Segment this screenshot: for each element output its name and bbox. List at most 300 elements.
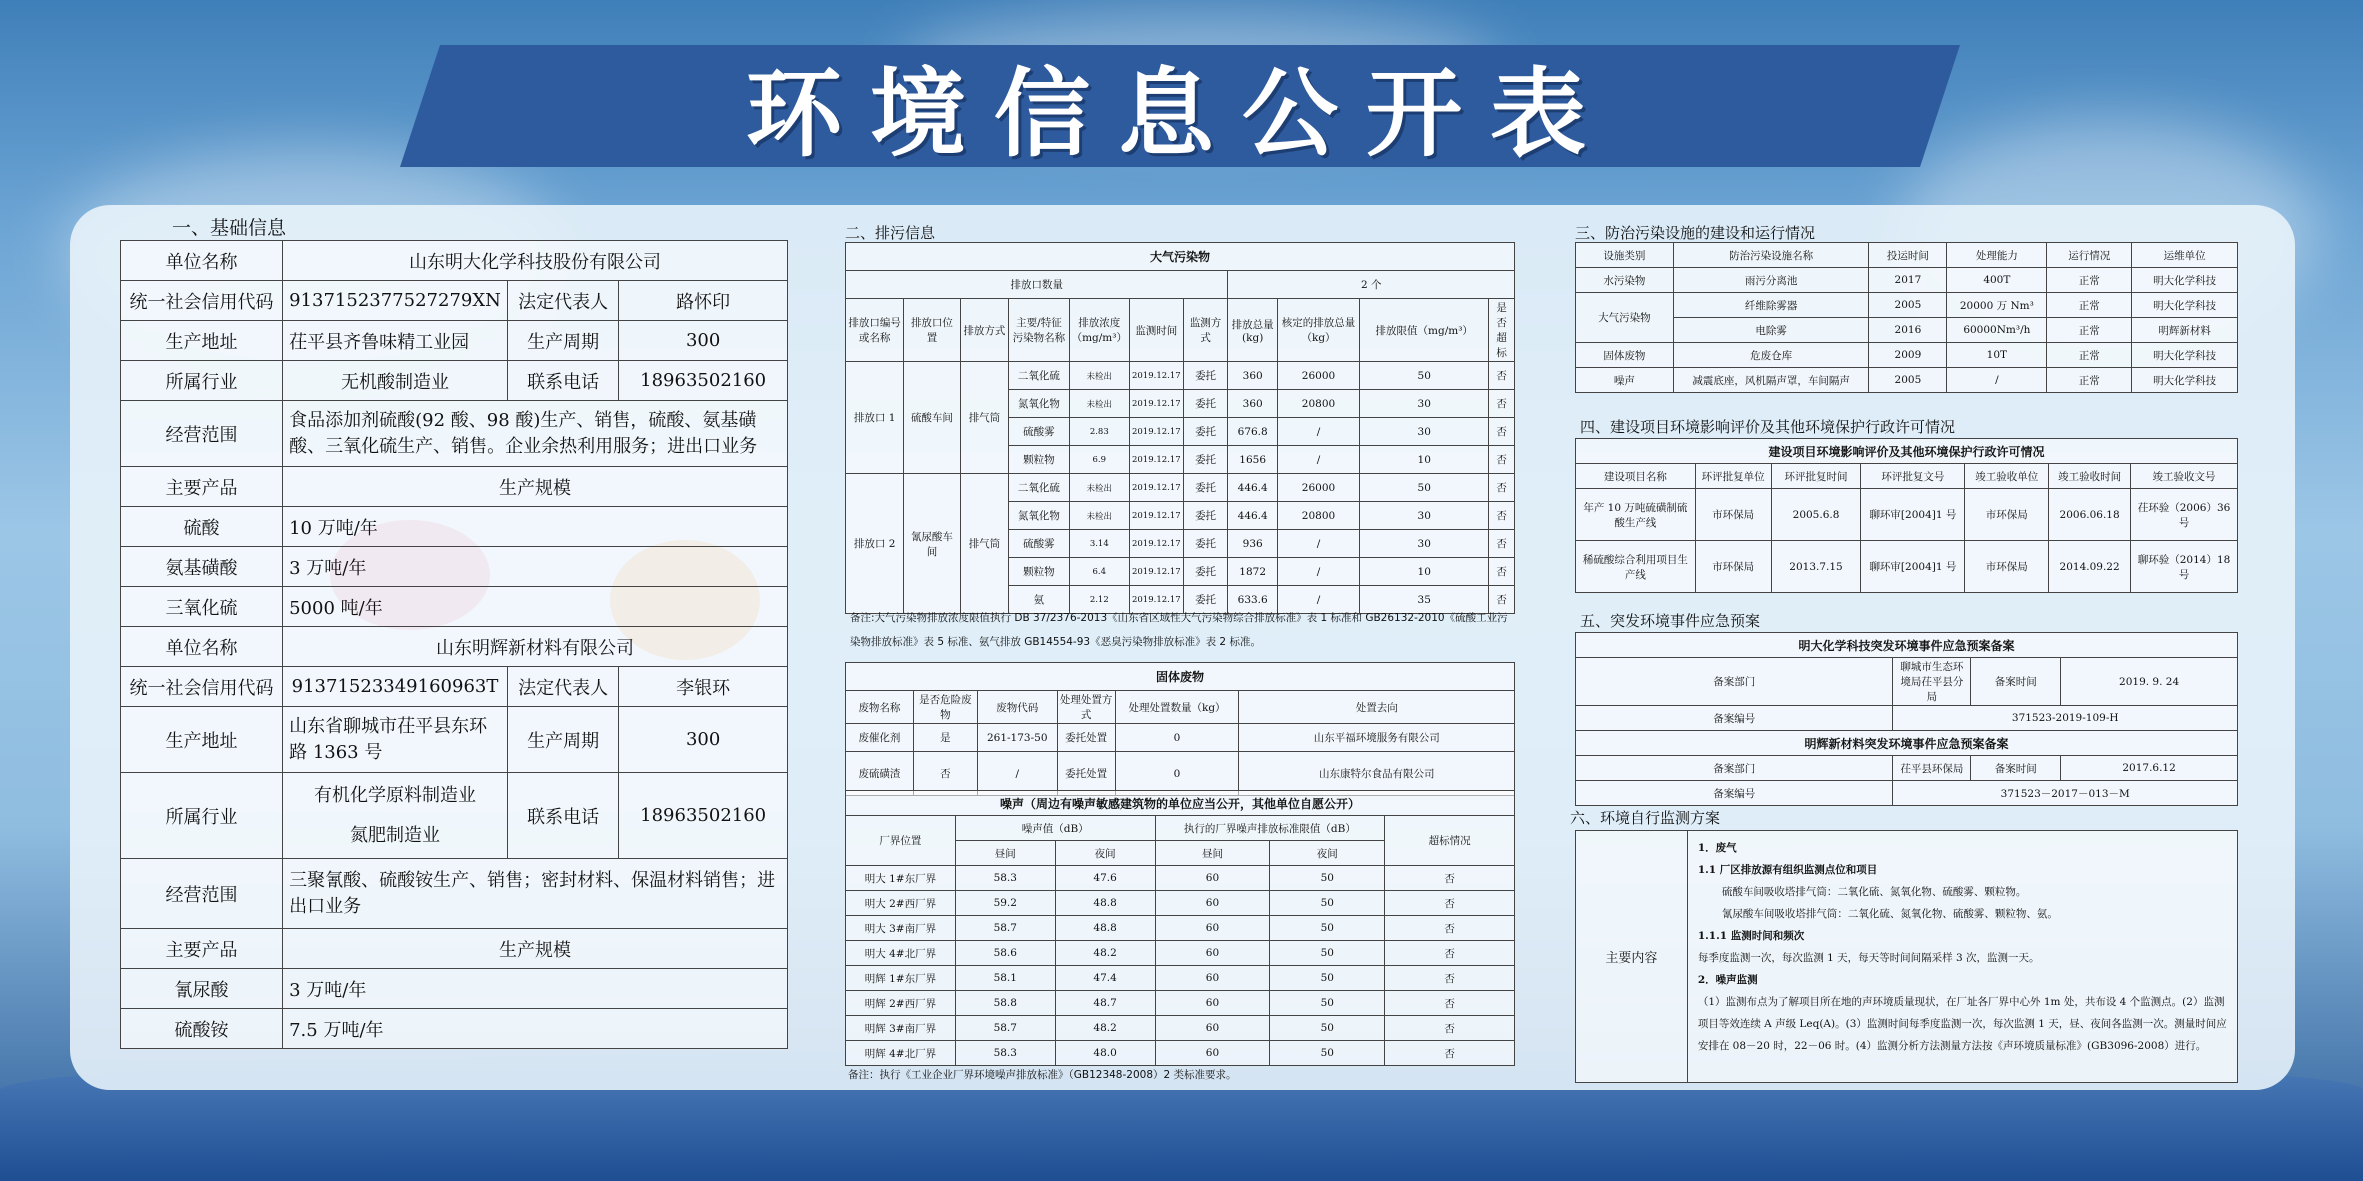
- section-emergency-title: 五、突发环境事件应急预案: [1580, 612, 1761, 630]
- monitoring-line: 氰尿酸车间吸收塔排气筒：二氧化硫、氮氧化物、硫酸雾、颗粒物、氨。: [1721, 908, 2058, 920]
- cell: 58.1: [955, 966, 1055, 991]
- table-row: [121, 667, 788, 707]
- air-note: 备注:大气污染物排放浓度限值执行 DB 37/2376-2013《山东省区域性大气污染物综合排放标准》表 1 标准和 GB26132-2010《硫酸工业污染物排放标准》表 5 标准、氨气排放 GB14554-93《恶臭污染物排放标准》表 2 标准。: [850, 612, 1508, 648]
- cell: 茌平县环保局: [1893, 756, 1971, 781]
- cell: 20800: [1277, 390, 1359, 418]
- cell: 60000Nm³/h: [1947, 318, 2047, 343]
- cell: 60: [1155, 1016, 1270, 1041]
- scope-label: 经营范围: [121, 401, 283, 467]
- col-header: 排放浓度（mg/m³）: [1069, 299, 1129, 362]
- plan-caption: 明辉新材料突发环境事件应急预案备案: [1576, 731, 2238, 756]
- cell: 58.3: [955, 1041, 1055, 1066]
- cell: 颗粒物: [1009, 558, 1069, 586]
- product-scale: 5000 吨/年: [283, 587, 788, 627]
- cell: 371523－2017－013－M: [1893, 781, 2238, 806]
- product-label: 主要产品: [121, 467, 283, 507]
- table-row: [846, 362, 1515, 390]
- air-pollutant-table: [845, 242, 1515, 614]
- credit-code: 9137152377527279XN: [283, 281, 508, 321]
- industry: [283, 773, 508, 859]
- product-scale: 10 万吨/年: [283, 507, 788, 547]
- cell: 备案时间: [1971, 756, 2061, 781]
- cell: 47.4: [1055, 966, 1155, 991]
- col-header: 竣工验收单位: [1965, 464, 2049, 489]
- cell: 明辉 1#东厂界: [846, 966, 956, 991]
- col-header: 排放限值（mg/m³）: [1360, 299, 1489, 362]
- cell: 48.0: [1055, 1041, 1155, 1066]
- phone-label: 联系电话: [507, 361, 618, 401]
- table-row: [1576, 293, 2238, 318]
- industry-line: 氮肥制造业: [350, 824, 441, 846]
- cell: 正常: [2047, 343, 2132, 368]
- cell: /: [1277, 558, 1359, 586]
- cell: 58.7: [955, 1016, 1055, 1041]
- cell: 3.14: [1069, 530, 1129, 558]
- eia-table: [1575, 438, 2238, 593]
- cell: /: [1277, 418, 1359, 446]
- cell: 26000: [1277, 362, 1359, 390]
- table-row: [846, 816, 1515, 841]
- industry-label: 所属行业: [121, 773, 283, 859]
- product-scale: 3 万吨/年: [283, 969, 788, 1009]
- col-header: 监测方式: [1183, 299, 1228, 362]
- table-row: [1576, 268, 2238, 293]
- outlet-method: 排气筒: [960, 474, 1009, 614]
- table-row: [1576, 633, 2238, 658]
- col-header: 处置去向: [1239, 691, 1515, 724]
- cell: 明辉新材料: [2132, 318, 2238, 343]
- cell: 0: [1115, 724, 1239, 752]
- col-header: 环评批复单位: [1695, 464, 1771, 489]
- scope: 食品添加剂硫酸(92 酸、98 酸)生产、销售，硫酸、氨基磺酸、三氧化硫生产、销售。企业余热利用服务；进出口业务: [283, 401, 788, 467]
- cell: 明大 2#西厂界: [846, 891, 956, 916]
- table-row: [121, 321, 788, 361]
- table-row: [121, 507, 788, 547]
- cell: 2019.12.17: [1129, 390, 1183, 418]
- cell: 危废仓库: [1673, 343, 1869, 368]
- monitoring-line: 2．噪声监测: [1697, 974, 1758, 986]
- cell: 备案编号: [1576, 781, 1893, 806]
- outlet-method: 排气筒: [960, 362, 1009, 474]
- product-scale: 7.5 万吨/年: [283, 1009, 788, 1049]
- cell: 0: [1115, 752, 1239, 796]
- credit-code-label: 统一社会信用代码: [121, 667, 283, 707]
- cell: 正常: [2047, 318, 2132, 343]
- product-label: 主要产品: [121, 929, 283, 969]
- col-header: 昼间: [955, 841, 1055, 866]
- cell: 30: [1360, 418, 1489, 446]
- table-row: [1576, 541, 2238, 593]
- outlet-id: 排放口 2: [846, 474, 904, 614]
- cell: 委托: [1183, 558, 1228, 586]
- table-row: [1576, 831, 2238, 1083]
- cell: 58.6: [955, 941, 1055, 966]
- credit-code: 91371523349160963T: [283, 667, 508, 707]
- cell: 否: [1385, 866, 1515, 891]
- table-row: [1576, 343, 2238, 368]
- cell: 委托: [1183, 586, 1228, 614]
- cell: 否: [1489, 418, 1515, 446]
- col-header: 处理处置方式: [1057, 691, 1115, 724]
- table-row: [846, 916, 1515, 941]
- cell: 固体废物: [1576, 343, 1674, 368]
- cell: 2019.12.17: [1129, 530, 1183, 558]
- phone: 18963502160: [619, 773, 788, 859]
- cell: 2006.06.18: [2049, 489, 2131, 541]
- cell: 20800: [1277, 502, 1359, 530]
- cell: 二氧化硫: [1009, 362, 1069, 390]
- table-row: [121, 467, 788, 507]
- air-caption: 大气污染物: [846, 243, 1515, 271]
- table-row: [121, 1009, 788, 1049]
- cell: 委托处置: [1057, 752, 1115, 796]
- cell: /: [1277, 530, 1359, 558]
- table-row: [1576, 706, 2238, 731]
- legal-rep: 路怀印: [619, 281, 788, 321]
- cell: 59.2: [955, 891, 1055, 916]
- section-monitoring-title: 六、环境自行监测方案: [1570, 809, 1721, 827]
- scope: 三聚氰酸、硫酸铵生产、销售；密封材料、保温材料销售；进出口业务: [283, 859, 788, 929]
- cell: 明大化学科技: [2132, 293, 2238, 318]
- plan-caption: 明大化学科技突发环境事件应急预案备案: [1576, 633, 2238, 658]
- industry-label: 所属行业: [121, 361, 283, 401]
- scale-label: 生产规模: [283, 929, 788, 969]
- eia-caption: 建设项目环境影响评价及其他环境保护行政许可情况: [1576, 439, 2238, 464]
- period-label: 生产周期: [507, 707, 618, 773]
- col-header: 运行情况: [2047, 243, 2132, 268]
- cell: 48.2: [1055, 1016, 1155, 1041]
- col-header: 防治污染设施名称: [1673, 243, 1869, 268]
- col-header: 噪声值（dB）: [955, 816, 1155, 841]
- cell: 否: [1385, 1041, 1515, 1066]
- cell: 2.12: [1069, 586, 1129, 614]
- cell: 废催化剂: [846, 724, 914, 752]
- cell: 硫酸雾: [1009, 530, 1069, 558]
- cell: 6.9: [1069, 446, 1129, 474]
- cell: 2019.12.17: [1129, 502, 1183, 530]
- credit-code-label: 统一社会信用代码: [121, 281, 283, 321]
- cell: 聊环验（2014）18 号: [2131, 541, 2238, 593]
- monitoring-table: [1575, 830, 2238, 1083]
- solid-waste-table: [845, 662, 1515, 796]
- col-header: 夜间: [1055, 841, 1155, 866]
- outlet-count: 2 个: [1228, 271, 1515, 299]
- col-header: 竣工验收时间: [2049, 464, 2131, 489]
- col-header: 投运时间: [1869, 243, 1947, 268]
- cell: 30: [1360, 502, 1489, 530]
- cell: 2.83: [1069, 418, 1129, 446]
- cell: 47.6: [1055, 866, 1155, 891]
- address-label: 生产地址: [121, 321, 283, 361]
- product-name: 氰尿酸: [121, 969, 283, 1009]
- cell: 676.8: [1228, 418, 1277, 446]
- cell: 明辉 4#北厂界: [846, 1041, 956, 1066]
- cell: 50: [1270, 991, 1385, 1016]
- cell: 山东平福环境服务有限公司: [1239, 724, 1515, 752]
- cell: 2019. 9. 24: [2061, 658, 2238, 706]
- period-label: 生产周期: [507, 321, 618, 361]
- cell: 明大 1#东厂界: [846, 866, 956, 891]
- col-header: 环评批复文号: [1861, 464, 1965, 489]
- cell: /: [1277, 586, 1359, 614]
- cell: 委托: [1183, 390, 1228, 418]
- cell: 60: [1155, 991, 1270, 1016]
- product-name: 氨基磺酸: [121, 547, 283, 587]
- col-header: 超标情况: [1385, 816, 1515, 866]
- cell: 2019.12.17: [1129, 586, 1183, 614]
- cell: 备案时间: [1971, 658, 2061, 706]
- table-row: [1576, 658, 2238, 706]
- cell: 2005.6.8: [1771, 489, 1861, 541]
- section-eia-title: 四、建设项目环境影响评价及其他环境保护行政许可情况: [1580, 418, 1956, 436]
- cell: 48.8: [1055, 891, 1155, 916]
- cell: 6.4: [1069, 558, 1129, 586]
- col-header: 排放口编号或名称: [846, 299, 904, 362]
- cell: 未检出: [1069, 502, 1129, 530]
- cell: 否: [1489, 502, 1515, 530]
- table-row: [1576, 318, 2238, 343]
- col-header: 夜间: [1270, 841, 1385, 866]
- table-row: [121, 969, 788, 1009]
- product-name: 硫酸铵: [121, 1009, 283, 1049]
- cell: 委托: [1183, 362, 1228, 390]
- noise-table: [845, 790, 1515, 1066]
- table-row: [121, 859, 788, 929]
- col-header: 设施类别: [1576, 243, 1674, 268]
- cell: 二氧化硫: [1009, 474, 1069, 502]
- outlet-id: 排放口 1: [846, 362, 904, 474]
- section-facilities-title: 三、防治污染设施的建设和运行情况: [1575, 224, 1816, 242]
- table-row: [1576, 368, 2238, 393]
- cell: 2009: [1869, 343, 1947, 368]
- cell: 50: [1360, 362, 1489, 390]
- cell: 电除雾: [1673, 318, 1869, 343]
- cell: 10T: [1947, 343, 2047, 368]
- table-row: [1576, 781, 2238, 806]
- cell: 市环保局: [1965, 541, 2049, 593]
- cell: 2016: [1869, 318, 1947, 343]
- cell: 减震底座，风机隔声罩，车间隔声: [1673, 368, 1869, 393]
- cell: 1872: [1228, 558, 1277, 586]
- cell: 市环保局: [1965, 489, 2049, 541]
- cell: 400T: [1947, 268, 2047, 293]
- table-row: [121, 547, 788, 587]
- cell: 58.8: [955, 991, 1055, 1016]
- cell: 2005: [1869, 368, 1947, 393]
- table-row: [846, 691, 1515, 724]
- scale-label: 生产规模: [283, 467, 788, 507]
- table-row: [846, 791, 1515, 816]
- cell: 备案编号: [1576, 706, 1893, 731]
- unit-name: 山东明大化学科技股份有限公司: [283, 241, 788, 281]
- cell: 446.4: [1228, 474, 1277, 502]
- outlet-location: 硫酸车间: [904, 362, 960, 474]
- cell: 否: [1385, 916, 1515, 941]
- emergency-table: [1575, 632, 2238, 806]
- cell: 50: [1270, 1016, 1385, 1041]
- noise-caption: 噪声（周边有噪声敏感建筑物的单位应当公开，其他单位自愿公开）: [846, 791, 1515, 816]
- cell: 48.8: [1055, 916, 1155, 941]
- cell: 氮氧化物: [1009, 390, 1069, 418]
- facilities-table: [1575, 242, 2238, 393]
- col-header: 废物名称: [846, 691, 914, 724]
- table-row: [1576, 243, 2238, 268]
- phone: 18963502160: [619, 361, 788, 401]
- col-header: 主要/特征污染物名称: [1009, 299, 1069, 362]
- col-header: 是否危险废物: [913, 691, 977, 724]
- cell: 硫酸雾: [1009, 418, 1069, 446]
- cell: 备案部门: [1576, 658, 1893, 706]
- cell: 1656: [1228, 446, 1277, 474]
- col-header: 废物代码: [977, 691, 1057, 724]
- cell: 936: [1228, 530, 1277, 558]
- cell: 否: [1385, 966, 1515, 991]
- cell: 委托处置: [1057, 724, 1115, 752]
- cell: 50: [1270, 1041, 1385, 1066]
- monitoring-line: 每季度监测一次，每次监测 1 天，每天等时间间隔采样 3 次，监测一天。: [1697, 952, 2040, 964]
- table-row: [121, 627, 788, 667]
- industry: 无机酸制造业: [283, 361, 508, 401]
- col-header: 处理能力: [1947, 243, 2047, 268]
- phone-label: 联系电话: [507, 773, 618, 859]
- cell: 60: [1155, 866, 1270, 891]
- table-row: [846, 1041, 1515, 1066]
- basic-info-table: [120, 240, 788, 1049]
- col-header: 排放总量(kg): [1228, 299, 1277, 362]
- cell: 2014.09.22: [2049, 541, 2131, 593]
- cell: 633.6: [1228, 586, 1277, 614]
- table-row: [1576, 731, 2238, 756]
- cell: 明大化学科技: [2132, 343, 2238, 368]
- col-header: 昼间: [1155, 841, 1270, 866]
- monitoring-line: 1.1.1 监测时间和频次: [1697, 930, 1805, 942]
- cell: 2019.12.17: [1129, 418, 1183, 446]
- col-header: 厂界位置: [846, 816, 956, 866]
- cell: 稀硫酸综合利用项目生产线: [1576, 541, 1696, 593]
- cell: 371523-2019-109-H: [1893, 706, 2238, 731]
- col-header: 竣工验收文号: [2131, 464, 2238, 489]
- cell: 纤维除雾器: [1673, 293, 1869, 318]
- outlet-count-label: 排放口数量: [846, 271, 1228, 299]
- cell: 市环保局: [1695, 541, 1771, 593]
- cell: 446.4: [1228, 502, 1277, 530]
- cell: 正常: [2047, 293, 2132, 318]
- cell: 2019.12.17: [1129, 558, 1183, 586]
- table-row: [1576, 489, 2238, 541]
- industry-line: 有机化学原料制造业: [314, 784, 477, 806]
- cell: 60: [1155, 966, 1270, 991]
- table-row: [121, 773, 788, 859]
- period: 300: [619, 321, 788, 361]
- cell: 聊城市生态环境局茌平县分局: [1893, 658, 1971, 706]
- cell: 58.3: [955, 866, 1055, 891]
- table-row: [846, 243, 1515, 271]
- table-row: [121, 587, 788, 627]
- product-name: 硫酸: [121, 507, 283, 547]
- table-row: [846, 966, 1515, 991]
- noise-body: [846, 866, 1515, 1066]
- cell: 明大 3#南厂界: [846, 916, 956, 941]
- cell: 委托: [1183, 418, 1228, 446]
- product-scale: 3 万吨/年: [283, 547, 788, 587]
- col-header: 是否超标: [1489, 299, 1515, 362]
- solid-caption: 固体废物: [846, 663, 1515, 691]
- cell: 市环保局: [1695, 489, 1771, 541]
- table-row: [121, 281, 788, 321]
- legal-rep: 李银环: [619, 667, 788, 707]
- scope-label: 经营范围: [121, 859, 283, 929]
- cell: 颗粒物: [1009, 446, 1069, 474]
- cell: 是: [913, 724, 977, 752]
- cell: 否: [1489, 362, 1515, 390]
- cell: 48.2: [1055, 941, 1155, 966]
- table-row: [846, 724, 1515, 752]
- cell: 备案部门: [1576, 756, 1893, 781]
- monitoring-line: 1.1 厂区排放源有组织监测点位和项目: [1697, 864, 1878, 876]
- cell: 58.7: [955, 916, 1055, 941]
- col-header: 环评批复时间: [1771, 464, 1861, 489]
- cell: 2005: [1869, 293, 1947, 318]
- table-row: [1576, 439, 2238, 464]
- cell: 委托: [1183, 530, 1228, 558]
- noise-note: 备注：执行《工业企业厂界环境噪声排放标准》（GB12348-2008）2 类标准要求。: [848, 1069, 1237, 1081]
- cell: 雨污分离池: [1673, 268, 1869, 293]
- section-basic-title: 一、基础信息: [172, 217, 287, 239]
- cell: 否: [1489, 446, 1515, 474]
- cell: 30: [1360, 390, 1489, 418]
- cell: 委托: [1183, 474, 1228, 502]
- cell: 48.7: [1055, 991, 1155, 1016]
- cell: 2019.12.17: [1129, 446, 1183, 474]
- table-row: [846, 271, 1515, 299]
- cell: 50: [1270, 941, 1385, 966]
- cell: 大气污染物: [1576, 293, 1674, 343]
- cell: 20000 万 Nm³: [1947, 293, 2047, 318]
- cell: 明大化学科技: [2132, 268, 2238, 293]
- cell: 否: [1489, 586, 1515, 614]
- table-row: [121, 707, 788, 773]
- cell: 50: [1270, 866, 1385, 891]
- cell: 2019.12.17: [1129, 362, 1183, 390]
- cell: 正常: [2047, 268, 2132, 293]
- monitoring-line: （1）监测布点为了解项目所在地的声环境质量现状，在厂址各厂界中心外 1m 处，共布设 4 个监测点。(2）监测项目等效连续 A 声级 Leq(A)。(3）监测时间每季度监测一次，每次监测 1 天，昼、夜间各监测一次。测量时间应安排在 08－20 时，22－06 时。(4）监测分析方法测量方法按《声环境质量标准》(GB3096-2008）进行。: [1697, 996, 2227, 1052]
- cell: 360: [1228, 362, 1277, 390]
- period: 300: [619, 707, 788, 773]
- cell: 否: [913, 752, 977, 796]
- cell: 否: [1385, 1016, 1515, 1041]
- cell: 明辉 3#南厂界: [846, 1016, 956, 1041]
- cell: 氨: [1009, 586, 1069, 614]
- table-row: [121, 361, 788, 401]
- cell: 废硫磺渣: [846, 752, 914, 796]
- cell: 2017: [1869, 268, 1947, 293]
- cell: 否: [1489, 390, 1515, 418]
- section-emission-title: 二、排污信息: [845, 224, 936, 242]
- table-row: [121, 929, 788, 969]
- cell: 明大 4#北厂界: [846, 941, 956, 966]
- legal-rep-label: 法定代表人: [507, 281, 618, 321]
- cell: 噪声: [1576, 368, 1674, 393]
- address: 山东省聊城市茌平县东环路 1363 号: [283, 707, 508, 773]
- cell: /: [1277, 446, 1359, 474]
- cell: 50: [1360, 474, 1489, 502]
- table-row: [1576, 756, 2238, 781]
- table-row: [846, 941, 1515, 966]
- cell: 否: [1385, 891, 1515, 916]
- cell: 否: [1489, 474, 1515, 502]
- unit-name: 山东明辉新材料有限公司: [283, 627, 788, 667]
- address: 茌平县齐鲁味精工业园: [283, 321, 508, 361]
